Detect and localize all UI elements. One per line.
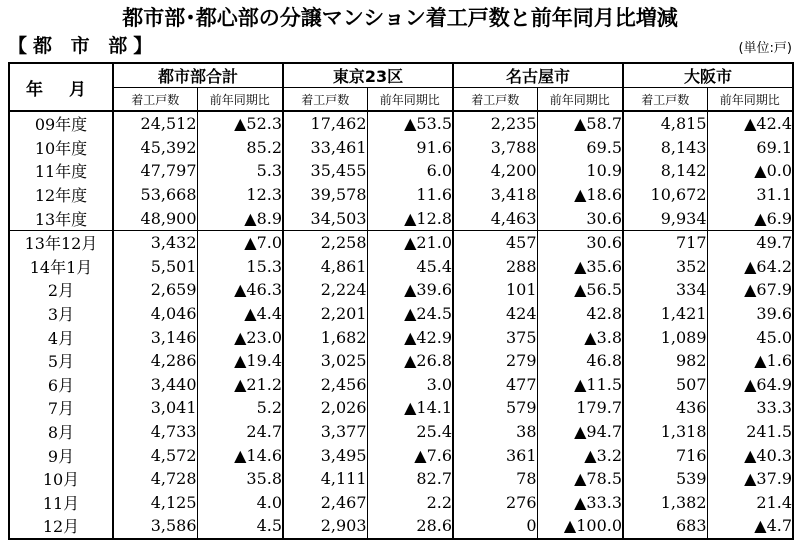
- cell-yoy: 31.1: [707, 183, 793, 207]
- cell-yoy: 85.2: [197, 136, 283, 160]
- cell-starts: 35,455: [283, 159, 367, 183]
- cell-yoy: ▲24.5: [367, 302, 453, 326]
- table-row: [9, 491, 793, 515]
- cell-yoy: ▲58.7: [537, 111, 623, 136]
- cell-yoy: ▲1.6: [707, 349, 793, 373]
- cell-starts: 2,467: [283, 491, 367, 515]
- row-label: 12月: [42, 517, 80, 537]
- cell-yoy: 12.3: [197, 183, 283, 207]
- table-row: [9, 443, 793, 467]
- cell-yoy: ▲33.3: [537, 491, 623, 515]
- cell-yoy: ▲23.0: [197, 325, 283, 349]
- cell-yoy: ▲42.4: [707, 111, 793, 136]
- cell-yoy: ▲7.0: [197, 230, 283, 254]
- cell-starts: 4,200: [453, 159, 537, 183]
- header-group-osaka: 大阪市: [623, 63, 793, 88]
- cell-starts: 4,733: [113, 420, 197, 444]
- cell-yoy: 11.6: [367, 183, 453, 207]
- cell-starts: 3,041: [113, 396, 197, 420]
- cell-starts: 39,578: [283, 183, 367, 207]
- cell-yoy: ▲3.2: [537, 443, 623, 467]
- cell-starts: 2,201: [283, 302, 367, 326]
- cell-yoy: ▲8.9: [197, 206, 283, 230]
- cell-starts: 3,025: [283, 349, 367, 373]
- cell-starts: 1,382: [623, 491, 707, 515]
- cell-starts: 716: [623, 443, 707, 467]
- row-label: 14年1月: [29, 257, 93, 277]
- cell-yoy: ▲78.5: [537, 467, 623, 491]
- cell-starts: 8,143: [623, 136, 707, 160]
- cell-yoy: ▲52.3: [197, 111, 283, 136]
- cell-yoy: 25.4: [367, 420, 453, 444]
- cell-yoy: ▲64.9: [707, 373, 793, 397]
- row-label: 6月: [47, 375, 75, 395]
- cell-starts: 8,142: [623, 159, 707, 183]
- row-label: 2月: [47, 281, 75, 301]
- cell-yoy: 91.6: [367, 136, 453, 160]
- header-group-total: 都市部合計: [113, 63, 283, 88]
- cell-starts: 48,900: [113, 206, 197, 230]
- cell-yoy: ▲18.6: [537, 183, 623, 207]
- row-label: 10月: [42, 470, 80, 490]
- cell-yoy: ▲94.7: [537, 420, 623, 444]
- cell-starts: 78: [453, 467, 537, 491]
- row-label: 5月: [47, 352, 75, 372]
- cell-yoy: ▲14.1: [367, 396, 453, 420]
- page-title: 都市部･都心部の分譲マンション着工戸数と前年同月比増減: [122, 6, 678, 30]
- cell-starts: 276: [453, 491, 537, 515]
- cell-starts: 3,418: [453, 183, 537, 207]
- cell-yoy: ▲67.9: [707, 278, 793, 302]
- cell-starts: 1,089: [623, 325, 707, 349]
- cell-starts: 2,456: [283, 373, 367, 397]
- cell-yoy: 30.6: [537, 230, 623, 254]
- cell-starts: 352: [623, 255, 707, 279]
- cell-starts: 4,046: [113, 302, 197, 326]
- row-label: 4月: [47, 328, 75, 348]
- cell-starts: 47,797: [113, 159, 197, 183]
- cell-yoy: 21.4: [707, 491, 793, 515]
- cell-starts: 3,586: [113, 514, 197, 539]
- header-yoy: 前年同期比: [707, 88, 793, 112]
- cell-yoy: 24.7: [197, 420, 283, 444]
- header-starts: 着工戸数: [283, 88, 367, 112]
- cell-starts: 2,026: [283, 396, 367, 420]
- cell-yoy: ▲0.0: [707, 159, 793, 183]
- row-label: 12年度: [34, 186, 88, 206]
- cell-yoy: 42.8: [537, 302, 623, 326]
- row-label: 13年度: [9, 206, 113, 230]
- cell-yoy: 3.0: [367, 373, 453, 397]
- cell-yoy: 15.3: [197, 255, 283, 279]
- cell-starts: 288: [453, 255, 537, 279]
- cell-starts: 2,659: [113, 278, 197, 302]
- cell-starts: 1,682: [283, 325, 367, 349]
- cell-starts: 334: [623, 278, 707, 302]
- row-label: 09年度: [34, 115, 88, 135]
- table-row: [9, 514, 793, 539]
- cell-yoy: 69.1: [707, 136, 793, 160]
- row-label: 8月: [47, 423, 75, 443]
- table-row: [9, 111, 793, 136]
- cell-starts: 24,512: [113, 111, 197, 136]
- table-row: [9, 302, 793, 326]
- header-year-month: 年 月: [9, 63, 113, 111]
- cell-starts: 375: [453, 325, 537, 349]
- cell-yoy: ▲42.9: [367, 325, 453, 349]
- header-starts: 着工戸数: [113, 88, 197, 112]
- cell-yoy: 46.8: [537, 349, 623, 373]
- cell-starts: 717: [623, 230, 707, 254]
- table-row: [9, 136, 793, 160]
- cell-yoy: ▲46.3: [197, 278, 283, 302]
- cell-starts: 0: [453, 514, 537, 539]
- header-group-nagoya: 名古屋市: [453, 63, 623, 88]
- table-row: [9, 230, 793, 254]
- cell-yoy: ▲11.5: [537, 373, 623, 397]
- cell-starts: 477: [453, 373, 537, 397]
- housing-starts-table: [8, 62, 794, 540]
- cell-yoy: ▲56.5: [537, 278, 623, 302]
- cell-yoy: 30.6: [537, 206, 623, 230]
- cell-starts: 539: [623, 467, 707, 491]
- cell-starts: 34,503: [283, 206, 367, 230]
- table-row: [9, 183, 793, 207]
- table-body: [9, 111, 793, 539]
- cell-yoy: 33.3: [707, 396, 793, 420]
- cell-starts: 4,286: [113, 349, 197, 373]
- cell-yoy: 28.6: [367, 514, 453, 539]
- cell-starts: 982: [623, 349, 707, 373]
- cell-starts: 2,903: [283, 514, 367, 539]
- cell-starts: 53,668: [113, 183, 197, 207]
- cell-yoy: 49.7: [707, 230, 793, 254]
- cell-starts: 2,258: [283, 230, 367, 254]
- cell-yoy: 10.9: [537, 159, 623, 183]
- table-row: [9, 373, 793, 397]
- cell-yoy: 4.0: [197, 491, 283, 515]
- row-label: 7月: [47, 399, 75, 419]
- table-row: [9, 349, 793, 373]
- table-row: [9, 206, 793, 230]
- cell-starts: 361: [453, 443, 537, 467]
- header-starts: 着工戸数: [453, 88, 537, 112]
- cell-starts: 3,440: [113, 373, 197, 397]
- cell-starts: 3,377: [283, 420, 367, 444]
- cell-yoy: 35.8: [197, 467, 283, 491]
- cell-yoy: ▲4.4: [197, 302, 283, 326]
- cell-yoy: 179.7: [537, 396, 623, 420]
- cell-yoy: 5.3: [197, 159, 283, 183]
- cell-starts: 4,125: [113, 491, 197, 515]
- cell-starts: 4,572: [113, 443, 197, 467]
- cell-yoy: ▲26.8: [367, 349, 453, 373]
- cell-yoy: 4.5: [197, 514, 283, 539]
- section-label: 【都 市 部】: [8, 35, 159, 57]
- cell-starts: 683: [623, 514, 707, 539]
- cell-starts: 3,495: [283, 443, 367, 467]
- header-yoy: 前年同期比: [367, 88, 453, 112]
- cell-starts: 4,463: [453, 206, 537, 230]
- cell-starts: 17,462: [283, 111, 367, 136]
- cell-yoy: ▲3.8: [537, 325, 623, 349]
- cell-yoy: 6.0: [367, 159, 453, 183]
- cell-starts: 9,934: [623, 206, 707, 230]
- cell-yoy: ▲53.5: [367, 111, 453, 136]
- cell-starts: 38: [453, 420, 537, 444]
- cell-yoy: 241.5: [707, 420, 793, 444]
- header-yoy: 前年同期比: [197, 88, 283, 112]
- cell-yoy: ▲7.6: [367, 443, 453, 467]
- cell-yoy: ▲21.2: [197, 373, 283, 397]
- header-yoy: 前年同期比: [537, 88, 623, 112]
- cell-yoy: ▲19.4: [197, 349, 283, 373]
- cell-starts: 5,501: [113, 255, 197, 279]
- cell-starts: 3,146: [113, 325, 197, 349]
- cell-starts: 10,672: [623, 183, 707, 207]
- table-row: [9, 325, 793, 349]
- cell-starts: 4,728: [113, 467, 197, 491]
- row-label: 11月: [42, 493, 80, 513]
- table-row: [9, 278, 793, 302]
- cell-yoy: ▲12.8: [367, 206, 453, 230]
- cell-yoy: ▲100.0: [537, 514, 623, 539]
- cell-yoy: ▲64.2: [707, 255, 793, 279]
- row-label: 10年度: [34, 138, 88, 158]
- table-row: [9, 467, 793, 491]
- table-row: [9, 255, 793, 279]
- cell-starts: 101: [453, 278, 537, 302]
- cell-yoy: ▲14.6: [197, 443, 283, 467]
- cell-yoy: ▲37.9: [707, 467, 793, 491]
- cell-yoy: 45.0: [707, 325, 793, 349]
- cell-starts: 1,421: [623, 302, 707, 326]
- table-row: [9, 396, 793, 420]
- cell-yoy: 82.7: [367, 467, 453, 491]
- row-label: 3月: [47, 305, 75, 325]
- row-label: 11年度: [34, 162, 88, 182]
- cell-yoy: ▲6.9: [707, 206, 793, 230]
- cell-starts: 457: [453, 230, 537, 254]
- header-starts: 着工戸数: [623, 88, 707, 112]
- unit-label: (単位:戸): [738, 41, 792, 56]
- cell-starts: 4,861: [283, 255, 367, 279]
- row-label: 13年12月: [24, 234, 98, 254]
- cell-yoy: ▲39.6: [367, 278, 453, 302]
- cell-starts: 3,788: [453, 136, 537, 160]
- table-row: [9, 159, 793, 183]
- cell-yoy: ▲35.6: [537, 255, 623, 279]
- cell-starts: 45,392: [113, 136, 197, 160]
- cell-starts: 436: [623, 396, 707, 420]
- cell-starts: 2,235: [453, 111, 537, 136]
- header-group-tokyo: 東京23区: [283, 63, 453, 88]
- table-row: [9, 420, 793, 444]
- cell-starts: 4,815: [623, 111, 707, 136]
- cell-yoy: ▲4.7: [707, 514, 793, 539]
- cell-yoy: ▲40.3: [707, 443, 793, 467]
- cell-starts: 1,318: [623, 420, 707, 444]
- cell-starts: 33,461: [283, 136, 367, 160]
- cell-yoy: 2.2: [367, 491, 453, 515]
- cell-starts: 3,432: [113, 230, 197, 254]
- cell-starts: 2,224: [283, 278, 367, 302]
- row-label: 9月: [47, 446, 75, 466]
- cell-yoy: 39.6: [707, 302, 793, 326]
- cell-starts: 579: [453, 396, 537, 420]
- cell-yoy: 45.4: [367, 255, 453, 279]
- cell-yoy: 69.5: [537, 136, 623, 160]
- cell-yoy: ▲21.0: [367, 230, 453, 254]
- cell-yoy: 5.2: [197, 396, 283, 420]
- cell-starts: 424: [453, 302, 537, 326]
- cell-starts: 279: [453, 349, 537, 373]
- cell-starts: 4,111: [283, 467, 367, 491]
- cell-starts: 507: [623, 373, 707, 397]
